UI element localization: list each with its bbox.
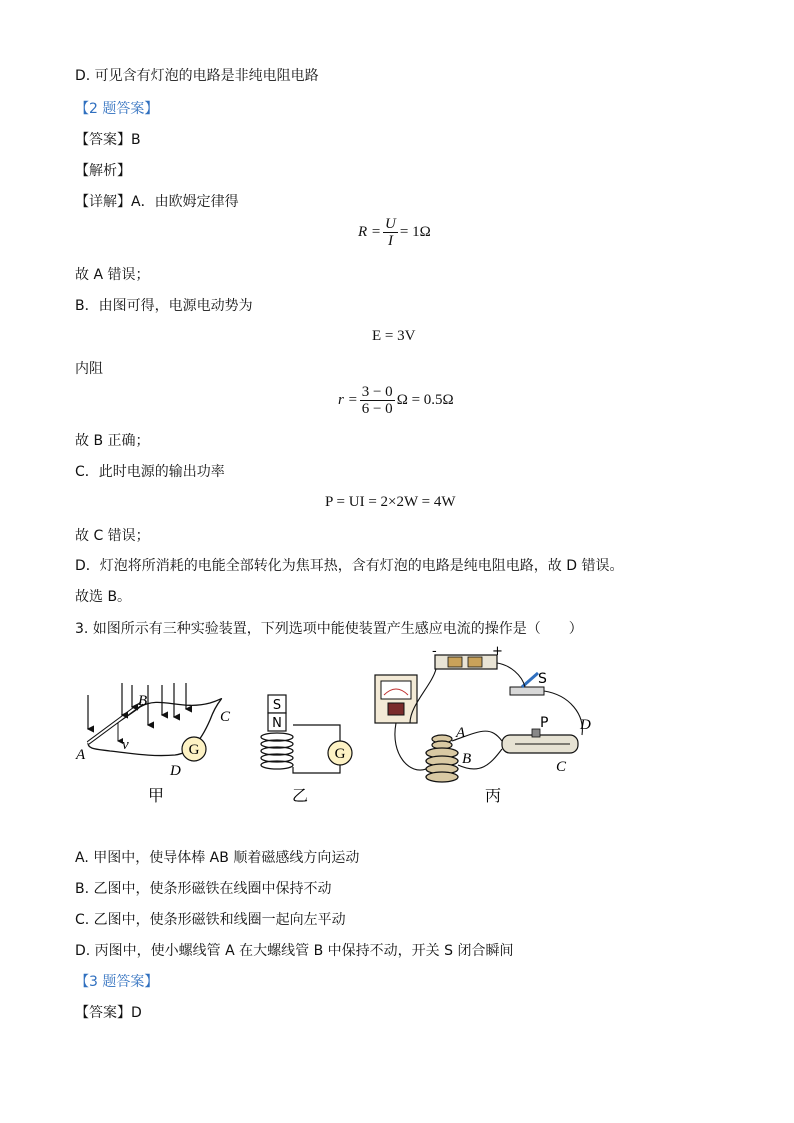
q2-choose: 故选 B。 (75, 589, 132, 605)
bing-minus-label: - (432, 645, 437, 659)
equation-power (325, 494, 456, 511)
experiment-diagram (70, 645, 630, 810)
yi-n-label: N (272, 716, 282, 731)
q3-answer: 【答案】D (75, 1005, 142, 1021)
caption-jia: 甲 (148, 786, 165, 805)
q3-option-b: B. 乙图中，使条形磁铁在线圈中保持不动 (75, 881, 332, 897)
equation-ohm (358, 216, 431, 249)
q2-c-wrong: 故 C 错误； (75, 528, 150, 544)
q2-b-intro: B．由图可得，电源电动势为 (75, 298, 253, 314)
small-coil-icon (432, 735, 452, 749)
setup-bing (375, 645, 591, 805)
q3-option-c: C. 乙图中，使条形磁铁和线圈一起向左平动 (75, 912, 346, 928)
q3-option-a: A. 甲图中，使导体棒 AB 顺着磁感线方向运动 (75, 850, 360, 866)
battery-icon (435, 655, 497, 669)
bing-b-label: B (462, 751, 472, 767)
bing-a-label: A (456, 725, 466, 741)
eq1-lhs: R = (358, 224, 382, 240)
q2-analysis-heading: 【解析】 (75, 163, 131, 179)
eq3-fraction (360, 384, 395, 417)
bing-s-label: S (538, 671, 547, 687)
bing-plus-label: + (492, 645, 503, 659)
q2-answer: 【答案】B (75, 132, 141, 148)
jia-c-label: C (220, 709, 231, 725)
eq1-denominator: I (387, 233, 393, 249)
q2-answer-tag: 【2 题答案】 (75, 101, 159, 117)
jia-b-label: B (138, 693, 148, 709)
eq1-numerator: U (385, 216, 396, 232)
eq2-text: E = 3V (372, 328, 416, 344)
jia-d-label: D (170, 763, 181, 779)
eq1-fraction (383, 216, 398, 249)
q3-stem: 3. 如图所示有三种实验装置，下列选项中能使装置产生感应电流的操作是（ ） (75, 621, 583, 637)
jia-g-label: G (188, 742, 200, 758)
coil-icon (261, 733, 293, 769)
q3-option-d: D. 丙图中，使小螺线管 A 在大螺线管 B 中保持不动，开关 S 闭合瞬间 (75, 943, 514, 959)
setup-jia (75, 683, 231, 805)
eq1-rhs: = 1Ω (399, 224, 431, 240)
q2-inner-resistance: 内阻 (75, 361, 103, 377)
eq3-rhs: Ω = 0.5Ω (396, 392, 454, 408)
experiment-figure (70, 645, 630, 814)
eq3-lhs: r = (338, 392, 358, 408)
large-coil-icon (426, 748, 458, 782)
q2-option-d: D. 可见含有灯泡的电路是非纯电阻电路 (75, 68, 319, 84)
eq3-denominator: 6 − 0 (361, 401, 393, 417)
q2-c-intro: C．此时电源的输出功率 (75, 464, 225, 480)
caption-bing: 丙 (485, 786, 502, 805)
bing-p-label: P (540, 715, 549, 731)
bing-c-label: C (556, 759, 567, 775)
q2-d-text: D．灯泡将所消耗的电能全部转化为焦耳热，含有灯泡的电路是纯电阻电路，故 D 错误。 (75, 558, 624, 574)
q2-detail-a: 【详解】A．由欧姆定律得 (75, 194, 239, 210)
eq3-numerator: 3 − 0 (361, 384, 393, 400)
q2-a-wrong: 故 A 错误； (75, 267, 150, 283)
bing-d-label: D (580, 717, 591, 733)
jia-a-label: A (76, 747, 86, 763)
q3-answer-tag: 【3 题答案】 (75, 974, 159, 990)
switch-icon (510, 687, 544, 695)
caption-yi: 乙 (292, 786, 309, 805)
equation-emf (372, 328, 415, 345)
yi-g-label: G (334, 746, 346, 762)
yi-s-label: S (272, 698, 282, 713)
setup-yi (261, 695, 352, 805)
jia-v-label: v (122, 737, 129, 753)
equation-resistance (338, 384, 454, 417)
q2-b-right: 故 B 正确； (75, 433, 150, 449)
eq4-text: P = UI = 2×2W = 4W (325, 494, 456, 510)
